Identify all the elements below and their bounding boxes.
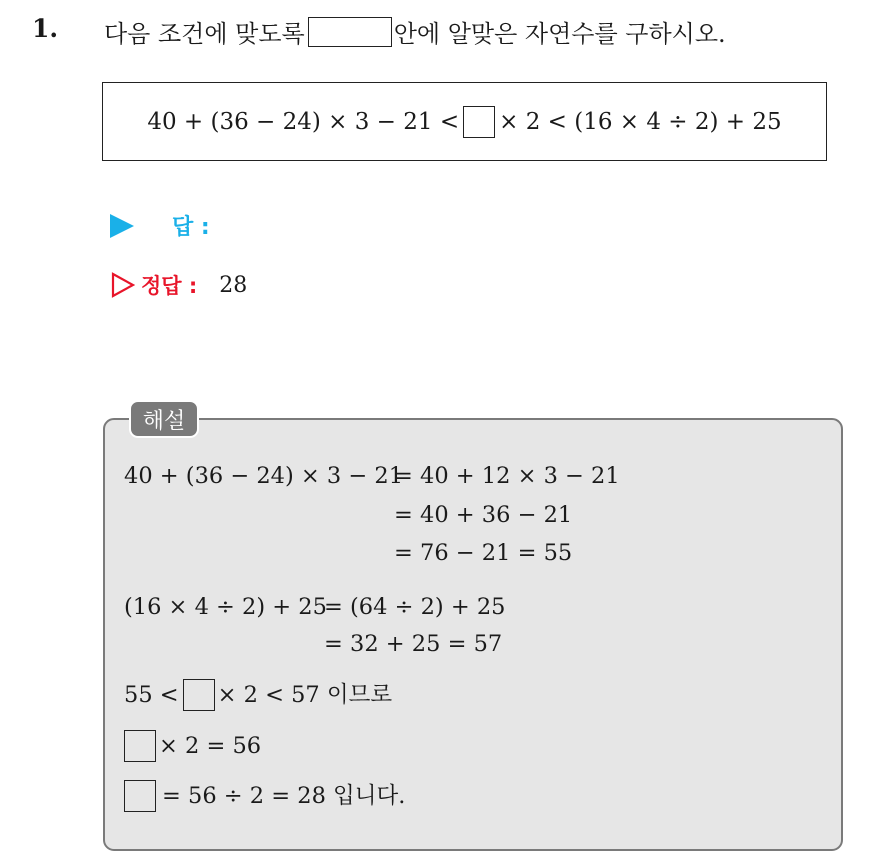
ineq-left: 55 < — [124, 681, 179, 708]
step1-blank-box — [124, 730, 156, 762]
explanation-line — [124, 780, 405, 812]
question-text — [104, 14, 726, 49]
explanation-line — [124, 465, 620, 488]
question-text-after: 안에 알맞은 자연수를 구하시오. — [393, 20, 726, 48]
block2-line-1: = (64 ÷ 2) + 25 — [324, 594, 506, 620]
play-triangle-icon — [110, 214, 134, 238]
condition-right: × 2 < (16 × 4 ÷ 2) + 25 — [499, 108, 782, 135]
step1-text: × 2 = 56 — [159, 732, 262, 759]
explanation-line — [394, 504, 572, 527]
condition-box — [102, 82, 827, 161]
explanation-line — [324, 633, 502, 656]
correct-answer-value: 28 — [219, 272, 248, 298]
explanation-line — [124, 730, 261, 762]
step2-blank-box — [124, 780, 156, 812]
explanation-line — [124, 596, 505, 619]
ineq-blank-box — [183, 679, 215, 711]
correct-answer-row — [111, 270, 247, 300]
explanation-tab: 해설 — [129, 400, 199, 438]
block1-line-1: = 40 + 12 × 3 − 21 — [394, 463, 620, 489]
ineq-right: × 2 < 57 이므로 — [217, 681, 393, 708]
block1-lhs: 40 + (36 − 24) × 3 − 21 — [124, 463, 404, 489]
question-text-before: 다음 조건에 맞도록 — [104, 20, 305, 48]
block2-lhs: (16 × 4 ÷ 2) + 25 — [124, 594, 327, 620]
question-number: 1. — [32, 14, 59, 43]
answer-label: 답 : — [172, 215, 210, 240]
outline-triangle-icon — [111, 272, 135, 298]
explanation-line — [394, 542, 572, 565]
condition-blank-box — [463, 106, 495, 138]
block2-line-2: = 32 + 25 = 57 — [324, 631, 503, 657]
block1-line-3: = 76 − 21 = 55 — [394, 540, 573, 566]
block1-line-2: = 40 + 36 − 21 — [394, 502, 573, 528]
explanation-line — [124, 679, 392, 711]
correct-answer-label: 정답 : — [141, 274, 198, 298]
condition-left: 40 + (36 − 24) × 3 − 21 < — [147, 108, 460, 135]
answer-row — [110, 210, 210, 241]
step2-text: = 56 ÷ 2 = 28 입니다. — [162, 782, 406, 809]
question-blank-box — [308, 17, 392, 47]
